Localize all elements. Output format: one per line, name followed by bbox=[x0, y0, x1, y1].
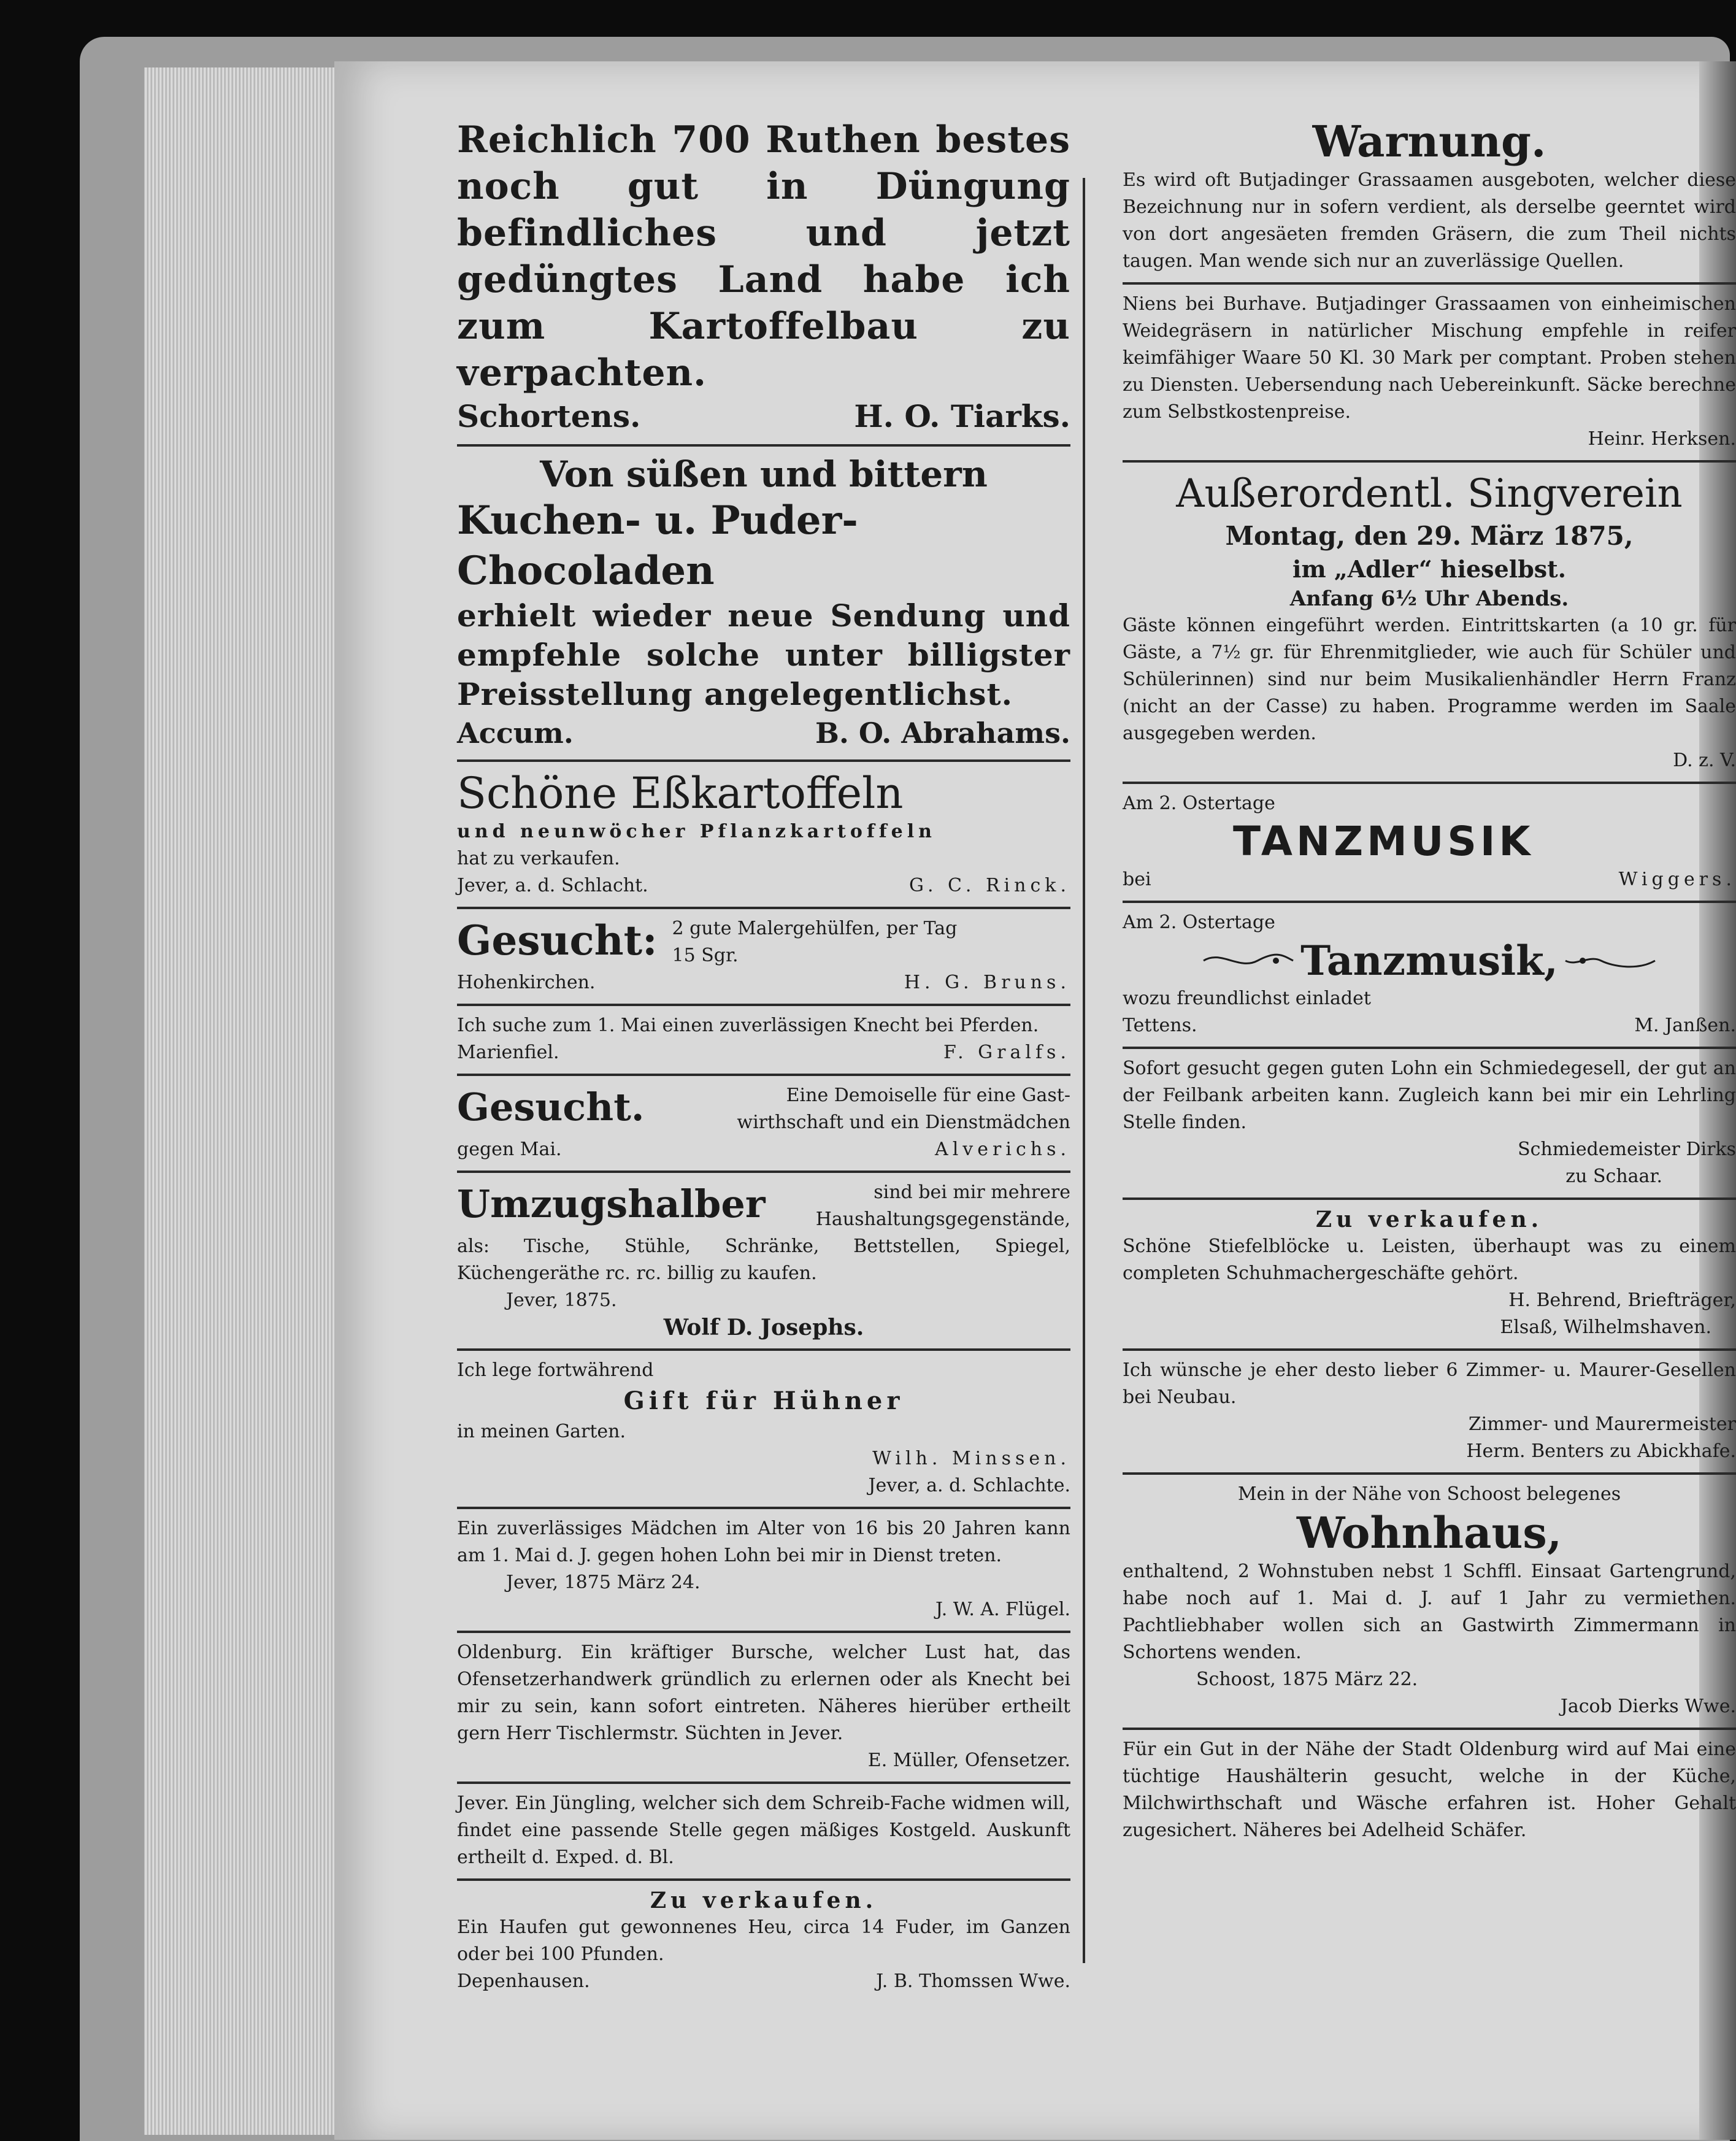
ad-grass-seed bbox=[1123, 285, 1736, 463]
ad-maid bbox=[457, 1509, 1070, 1633]
ad-text: Am 2. Ostertage bbox=[1123, 912, 1275, 933]
ad-housekeeper bbox=[1123, 1730, 1736, 1851]
ad-place: gegen Mai. bbox=[457, 1139, 562, 1160]
ad-stove-apprentice bbox=[457, 1633, 1070, 1784]
ad-text: Sofort gesucht gegen guten Lohn ein Schmiedegesell, der gut an der Feilbank arbeiten kann. Zugleich kann bei mir ein Lehrling Stelle finden. bbox=[1123, 1058, 1736, 1133]
ad-dance-tettens bbox=[1123, 903, 1736, 1049]
ad-text: Schöne Stiefelblöcke u. Leisten, überhaupt was zu einem completen Schuhmachergeschäfte gehört. bbox=[1123, 1236, 1736, 1284]
flourish-left-icon bbox=[1202, 952, 1294, 969]
ad-title: Schöne Eßkartoffeln bbox=[457, 768, 904, 818]
ad-title: TANZMUSIK bbox=[1233, 818, 1534, 865]
ad-place: Schortens. bbox=[457, 398, 641, 434]
ad-place: Schoost, 1875 März 22. bbox=[1196, 1669, 1418, 1690]
ad-title: Zu verkaufen. bbox=[650, 1888, 878, 1913]
ad-text: als: Tische, Stühle, Schränke, Bettstellen, Spiegel, Küchengeräthe rc. rc. billig zu kaufen. bbox=[457, 1236, 1070, 1284]
ad-text: 15 Sgr. bbox=[672, 945, 739, 966]
ad-signature: Schmiedemeister Dirks bbox=[1518, 1139, 1736, 1160]
ad-place: Jever, a. d. Schlacht. bbox=[457, 875, 648, 896]
ad-title: Umzugshalber bbox=[457, 1182, 766, 1226]
flourish-right-icon bbox=[1564, 952, 1656, 969]
ad-subtitle: und neunwöcher Pflanzkartoffeln bbox=[457, 821, 936, 842]
ad-title: Wohnhaus, bbox=[1296, 1507, 1562, 1558]
ad-text: Ich wünsche je eher desto lieber 6 Zimmer- u. Maurer-Gesellen bei Neubau. bbox=[1123, 1359, 1736, 1408]
ad-text: wozu freundlichst einladet bbox=[1123, 988, 1371, 1009]
column-divider bbox=[1083, 178, 1085, 1963]
ad-title: Kuchen- u. Puder-Chocoladen bbox=[457, 498, 858, 594]
ad-wanted-demoiselle bbox=[457, 1076, 1070, 1173]
ad-signature: J. W. A. Flügel. bbox=[935, 1599, 1070, 1620]
ad-subtitle: Anfang 6½ Uhr Abends. bbox=[1289, 586, 1569, 611]
ad-carpenters-wanted bbox=[1123, 1351, 1736, 1475]
ad-warning bbox=[1123, 110, 1736, 285]
ad-place: Elsaß, Wilhelmshaven. bbox=[1500, 1317, 1711, 1338]
ad-place: Accum. bbox=[457, 717, 574, 750]
ad-title: Warnung. bbox=[1312, 116, 1546, 167]
ad-text: erhielt wieder neue Sendung und empfehle solche unter billigster Preisstellung angelegentlichst. bbox=[457, 598, 1070, 712]
ad-title: Gift für Hühner bbox=[623, 1386, 904, 1415]
ad-dance-wiggers bbox=[1123, 784, 1736, 903]
ad-signature: Jacob Dierks Wwe. bbox=[1560, 1696, 1736, 1717]
ad-signature: H. G. Bruns. bbox=[904, 972, 1070, 993]
ad-subtitle: Montag, den 29. März 1875, bbox=[1225, 521, 1634, 551]
ad-place: Jever, 1875 März 24. bbox=[506, 1572, 701, 1593]
ad-signature: Wilh. Minssen. bbox=[872, 1448, 1070, 1469]
ad-text: Jever. Ein Jüngling, welcher sich dem Schreib-Fache widmen will, findet eine passende Stelle gegen mäßiges Kostgeld. Auskunft ertheilt d. Exped. d. Bl. bbox=[457, 1793, 1070, 1868]
ad-text: sind bei mir mehrere bbox=[874, 1182, 1070, 1203]
ad-signature: Alverichs. bbox=[935, 1139, 1070, 1160]
ad-signature: H. O. Tiarks. bbox=[854, 398, 1070, 434]
ad-signature: Herm. Benters zu Abickhafe. bbox=[1466, 1440, 1736, 1462]
ad-wanted-painters bbox=[457, 909, 1070, 1006]
ad-farmhand bbox=[457, 1006, 1070, 1076]
ad-moving-sale bbox=[457, 1173, 1070, 1351]
ad-text: Haushaltungsgegenstände, bbox=[815, 1209, 1070, 1230]
ad-text: bei bbox=[1123, 869, 1151, 890]
ad-text: Für ein Gut in der Nähe der Stadt Oldenburg wird auf Mai eine tüchtige Haushälterin gesucht, welche in der Küche, Milchwirthschaft und Wäsche erfahren ist. Hoher Gehalt zugesichert. Näheres bei Adelheid Schäfer. bbox=[1123, 1739, 1736, 1841]
ad-text: Es wird oft Butjadinger Grassaamen ausgeboten, welcher diese Bezeichnung nur in sofern verdient, als derselbe geerntet wird von dort angesäeten fremden Gräsern, die zum Theil nichts taugen. Man wende sich nur an zuverlässige Quellen. bbox=[1123, 169, 1736, 272]
ad-house-rent bbox=[1123, 1475, 1736, 1730]
ad-place: Hohenkirchen. bbox=[457, 972, 596, 993]
ad-shoemaker-sale bbox=[1123, 1200, 1736, 1351]
ad-chocolate bbox=[457, 447, 1070, 762]
ad-text: Ich lege fortwährend bbox=[457, 1359, 654, 1381]
ad-signature: H. Behrend, Briefträger, bbox=[1508, 1290, 1736, 1311]
ad-text: hat zu verkaufen. bbox=[457, 848, 620, 869]
ad-text: wirthschaft und ein Dienstmädchen bbox=[737, 1112, 1070, 1133]
ad-text: in meinen Garten. bbox=[457, 1421, 626, 1442]
ad-text: Ein Haufen gut gewonnenes Heu, circa 14 Fuder, im Ganzen oder bei 100 Pfunden. bbox=[457, 1916, 1070, 1965]
ad-signature: J. B. Thomssen Wwe. bbox=[876, 1970, 1070, 1992]
ad-blacksmith bbox=[1123, 1049, 1736, 1200]
ad-signature: G. C. Rinck. bbox=[909, 875, 1070, 896]
ad-text: enthaltend, 2 Wohnstuben nebst 1 Schffl. Einsaat Gartengrund, habe noch auf 1. Mai d. J. auf 1 Jahr zu vermiethen. Pachtliebhaber wollen sich an Gastwirth Zimmermann in Schortens wenden. bbox=[1123, 1561, 1736, 1663]
ad-place: Marienfiel. bbox=[457, 1042, 559, 1063]
ad-title: Gesucht: bbox=[457, 917, 658, 964]
ad-signature: E. Müller, Ofensetzer. bbox=[867, 1750, 1070, 1771]
ad-place: Tettens. bbox=[1123, 1015, 1197, 1036]
ad-potatoes bbox=[457, 762, 1070, 909]
ad-text: 2 gute Malergehülfen, per Tag bbox=[672, 918, 958, 939]
ad-subtitle: im „Adler“ hieselbst. bbox=[1292, 555, 1566, 583]
ad-title: Gesucht. bbox=[457, 1085, 645, 1129]
ad-signature: F. Gralfs. bbox=[943, 1042, 1070, 1063]
ad-text: Mein in der Nähe von Schoost belegenes bbox=[1237, 1483, 1621, 1505]
ad-signature: Wiggers. bbox=[1618, 869, 1736, 890]
ad-text: Ich suche zum 1. Mai einen zuverlässigen Knecht bei Pferden. bbox=[457, 1015, 1039, 1036]
ad-text: Gäste können eingeführt werden. Eintrittskarten (a 10 gr. für Gäste, a 7½ gr. für Ehrenmitglieder, wie auch für Schüler und Schülerinnen) sind nur beim Musikalienhändler Herrn Franz (nicht an der Casse) zu haben. Programme werden im Saale ausgegeben werden. bbox=[1123, 615, 1736, 744]
ad-text: Eine Demoiselle für eine Gast- bbox=[786, 1085, 1070, 1106]
ad-place: Jever, a. d. Schlachte. bbox=[868, 1475, 1070, 1496]
ad-title: Außerordentl. Singverein bbox=[1176, 471, 1683, 517]
ad-title: Zu verkaufen. bbox=[1315, 1207, 1543, 1232]
ad-signature: Zimmer- und Maurermeister bbox=[1468, 1413, 1736, 1435]
ad-land-lease bbox=[457, 110, 1070, 447]
ad-signature: M. Janßen. bbox=[1634, 1015, 1736, 1036]
ad-heading: Von süßen und bittern bbox=[540, 453, 988, 495]
ad-place: zu Schaar. bbox=[1565, 1166, 1662, 1187]
ad-text: Oldenburg. Ein kräftiger Bursche, welcher Lust hat, das Ofensetzerhandwerk gründlich zu erlernen oder als Knecht bei mir zu sein, kann sofort eintreten. Näheres hierüber ertheilt gern Herr Tischlermstr. Süchten in Jever. bbox=[457, 1642, 1070, 1744]
ad-singing-club bbox=[1123, 463, 1736, 784]
ad-hay-sale bbox=[457, 1881, 1070, 2002]
ad-text: Niens bei Burhave. Butjadinger Grassaamen von einheimischen Weidegräsern in natürlicher Mischung empfehle in reifer keimfähiger Waare 50 Kl. 30 Mark per comptant. Proben stehen zu Diensten. Uebersendung nach Uebereinkunft. Säcke berechne zum Selbstkostenpreise. bbox=[1123, 293, 1736, 423]
right-column bbox=[1123, 110, 1736, 1851]
ad-signature: Heinr. Herksen. bbox=[1588, 428, 1736, 450]
ad-place: Jever, 1875. bbox=[506, 1290, 617, 1311]
ad-clerk bbox=[457, 1784, 1070, 1881]
ad-signature: Wolf D. Josephs. bbox=[663, 1315, 864, 1340]
ad-signature: B. O. Abrahams. bbox=[815, 717, 1070, 750]
ad-text: Am 2. Ostertage bbox=[1123, 793, 1275, 814]
ad-title: Tanzmusik, bbox=[1300, 937, 1558, 985]
page-stack-edges bbox=[144, 67, 359, 2135]
ad-text: Ein zuverlässiges Mädchen im Alter von 16 bis 20 Jahren kann am 1. Mai d. J. gegen hohen Lohn bei mir in Dienst treten. bbox=[457, 1518, 1070, 1566]
ad-signature: D. z. V. bbox=[1673, 750, 1736, 771]
ad-poison bbox=[457, 1351, 1070, 1509]
ad-place: Depenhausen. bbox=[457, 1970, 590, 1992]
ad-text: Reichlich 700 Ruthen bestes noch gut in Düngung befindliches und jetzt gedüngtes Land habe ich zum Kartoffelbau zu verpachten. bbox=[457, 118, 1070, 394]
left-column bbox=[457, 110, 1070, 2002]
